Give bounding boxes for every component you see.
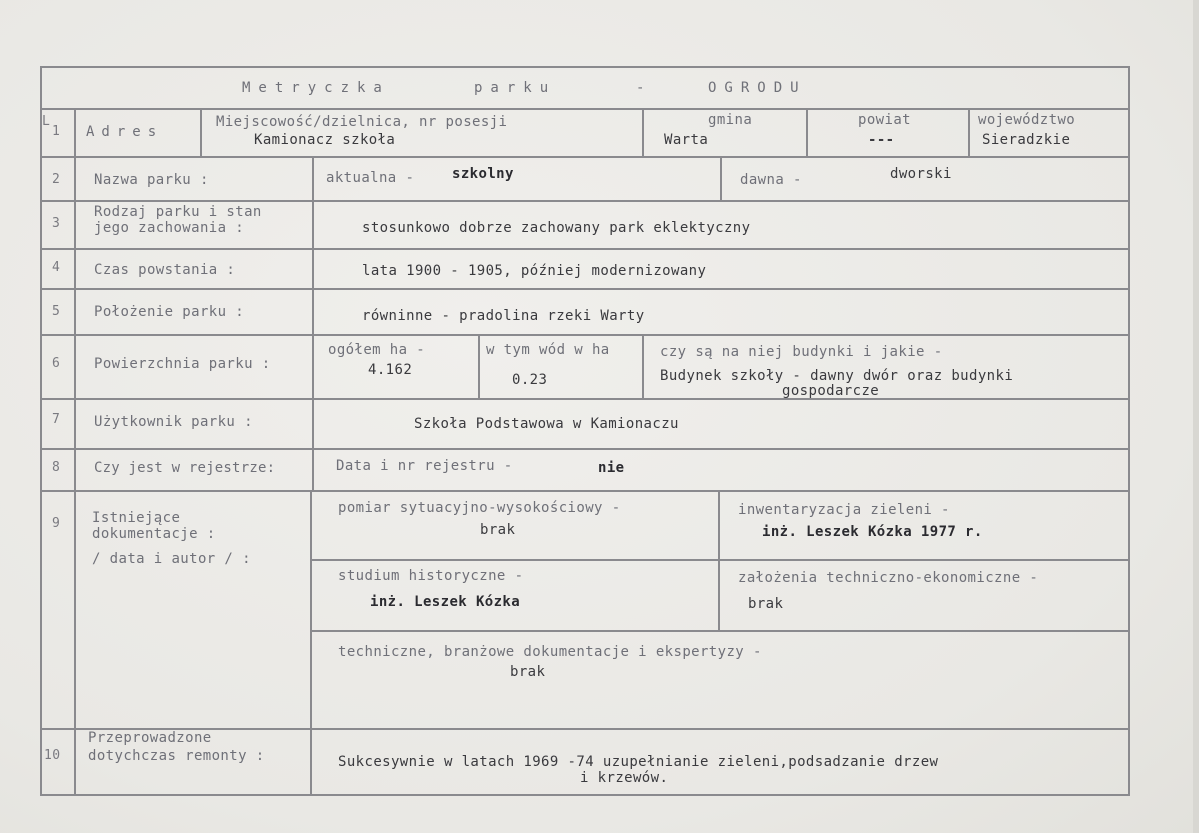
row-divider bbox=[40, 200, 1130, 202]
row-divider bbox=[40, 398, 1130, 400]
cell-divider bbox=[478, 334, 480, 398]
number-column-divider bbox=[74, 108, 76, 796]
title-dash: - bbox=[636, 80, 645, 96]
row-corner-mark: L bbox=[42, 114, 51, 129]
row-number-6: 6 bbox=[52, 356, 61, 371]
powiat-label: powiat bbox=[858, 112, 911, 128]
title-ogrodu: OGRODU bbox=[708, 80, 807, 96]
table-border-left bbox=[40, 66, 42, 796]
buildings-value-1: Budynek szkoły - dawny dwór oraz budynki bbox=[660, 368, 1014, 384]
page-edge bbox=[1193, 0, 1199, 833]
title-parku: parku bbox=[474, 80, 557, 96]
greenery-label: inwentaryzacja zieleni - bbox=[738, 502, 950, 518]
econ-label: założenia techniczno-ekonomiczne - bbox=[738, 570, 1039, 586]
row-number-8: 8 bbox=[52, 460, 61, 475]
technical-label: techniczne, branżowe dokumentacje i ekspertyzy - bbox=[338, 644, 762, 660]
table-border-right bbox=[1128, 66, 1130, 796]
area-label: Powierzchnia parku : bbox=[94, 356, 271, 372]
row-number-5: 5 bbox=[52, 304, 61, 319]
total-area-label: ogółem ha - bbox=[328, 342, 426, 358]
water-area-value: 0.23 bbox=[512, 372, 548, 388]
label-column-divider bbox=[312, 156, 314, 490]
documentation-label-2: dokumentacje : bbox=[92, 526, 216, 542]
user-value: Szkoła Podstawowa w Kamionaczu bbox=[414, 416, 679, 432]
cell-divider bbox=[642, 108, 644, 158]
row-divider bbox=[40, 448, 1130, 450]
survey-value: brak bbox=[480, 522, 516, 538]
row-number-10: 10 bbox=[44, 748, 61, 763]
row-divider bbox=[40, 490, 1130, 492]
cell-divider bbox=[806, 108, 808, 158]
repairs-value-1: Sukcesywnie w latach 1969 -74 uzupełnianie zieleni,podsadzanie drzew bbox=[338, 754, 939, 770]
history-value: inż. Leszek Kózka bbox=[370, 594, 521, 610]
current-name-value: szkolny bbox=[452, 166, 514, 182]
technical-value: brak bbox=[510, 664, 546, 680]
location-label: Położenie parku : bbox=[94, 304, 245, 320]
row-number-9: 9 bbox=[52, 516, 61, 531]
former-name-value: dworski bbox=[890, 166, 952, 182]
park-type-value: stosunkowo dobrze zachowany park eklektyczny bbox=[362, 220, 751, 236]
greenery-value: inż. Leszek Kózka 1977 r. bbox=[762, 524, 983, 540]
address-label: Adres bbox=[86, 124, 164, 140]
row-number-1: 1 bbox=[52, 124, 61, 139]
location-value: równinne - pradolina rzeki Warty bbox=[362, 308, 645, 324]
row-number-4: 4 bbox=[52, 260, 61, 275]
creation-time-value: lata 1900 - 1905, później modernizowany bbox=[362, 263, 707, 279]
former-name-label: dawna - bbox=[740, 172, 802, 188]
documentation-label-3: / data i autor / : bbox=[92, 551, 251, 567]
row-divider bbox=[40, 288, 1130, 290]
repairs-label-1: Przeprowadzone bbox=[88, 730, 212, 746]
park-name-label: Nazwa parku : bbox=[94, 172, 209, 188]
total-area-value: 4.162 bbox=[368, 362, 413, 378]
row-divider bbox=[40, 334, 1130, 336]
powiat-value: --- bbox=[868, 132, 895, 148]
cell-divider bbox=[200, 108, 202, 158]
repairs-label-2: dotychczas remonty : bbox=[88, 748, 265, 764]
gmina-value: Warta bbox=[664, 132, 709, 148]
cell-divider bbox=[310, 630, 1128, 632]
registry-value: nie bbox=[598, 460, 625, 476]
history-label: studium historyczne - bbox=[338, 568, 524, 584]
row-number-2: 2 bbox=[52, 172, 61, 187]
park-type-label-2: jego zachowania : bbox=[94, 220, 245, 236]
econ-value: brak bbox=[748, 596, 784, 612]
buildings-value-2: gospodarcze bbox=[782, 383, 880, 399]
survey-label: pomiar sytuacyjno-wysokościowy - bbox=[338, 500, 621, 516]
current-name-label: aktualna - bbox=[326, 170, 415, 186]
registry-label: Data i nr rejestru - bbox=[336, 458, 513, 474]
cell-divider bbox=[720, 156, 722, 200]
title-metryczka: Metryczka bbox=[242, 80, 390, 96]
row-number-3: 3 bbox=[52, 216, 61, 231]
row-number-7: 7 bbox=[52, 412, 61, 427]
table-border-bottom bbox=[40, 794, 1130, 796]
row-divider bbox=[40, 156, 1130, 158]
locality-value: Kamionacz szkoła bbox=[254, 132, 396, 148]
wojewodztwo-value: Sieradzkie bbox=[982, 132, 1071, 148]
park-type-label-1: Rodzaj parku i stan bbox=[94, 204, 262, 220]
cell-divider bbox=[642, 334, 644, 398]
row-divider bbox=[40, 108, 1130, 110]
cell-divider bbox=[968, 108, 970, 158]
label-column-divider bbox=[310, 490, 312, 796]
locality-label: Miejscowość/dzielnica, nr posesji bbox=[216, 114, 508, 130]
buildings-label: czy są na niej budynki i jakie - bbox=[660, 344, 943, 360]
table-border-top bbox=[40, 66, 1130, 68]
registry-question-label: Czy jest w rejestrze: bbox=[94, 460, 276, 476]
creation-time-label: Czas powstania : bbox=[94, 262, 236, 278]
gmina-label: gmina bbox=[708, 112, 753, 128]
documentation-label-1: Istniejące bbox=[92, 510, 181, 526]
row-divider bbox=[40, 248, 1130, 250]
water-area-label: w tym wód w ha bbox=[486, 342, 610, 358]
wojewodztwo-label: województwo bbox=[978, 112, 1076, 128]
user-label: Użytkownik parku : bbox=[94, 414, 253, 430]
cell-divider bbox=[718, 490, 720, 630]
repairs-value-2: i krzewów. bbox=[580, 770, 669, 786]
